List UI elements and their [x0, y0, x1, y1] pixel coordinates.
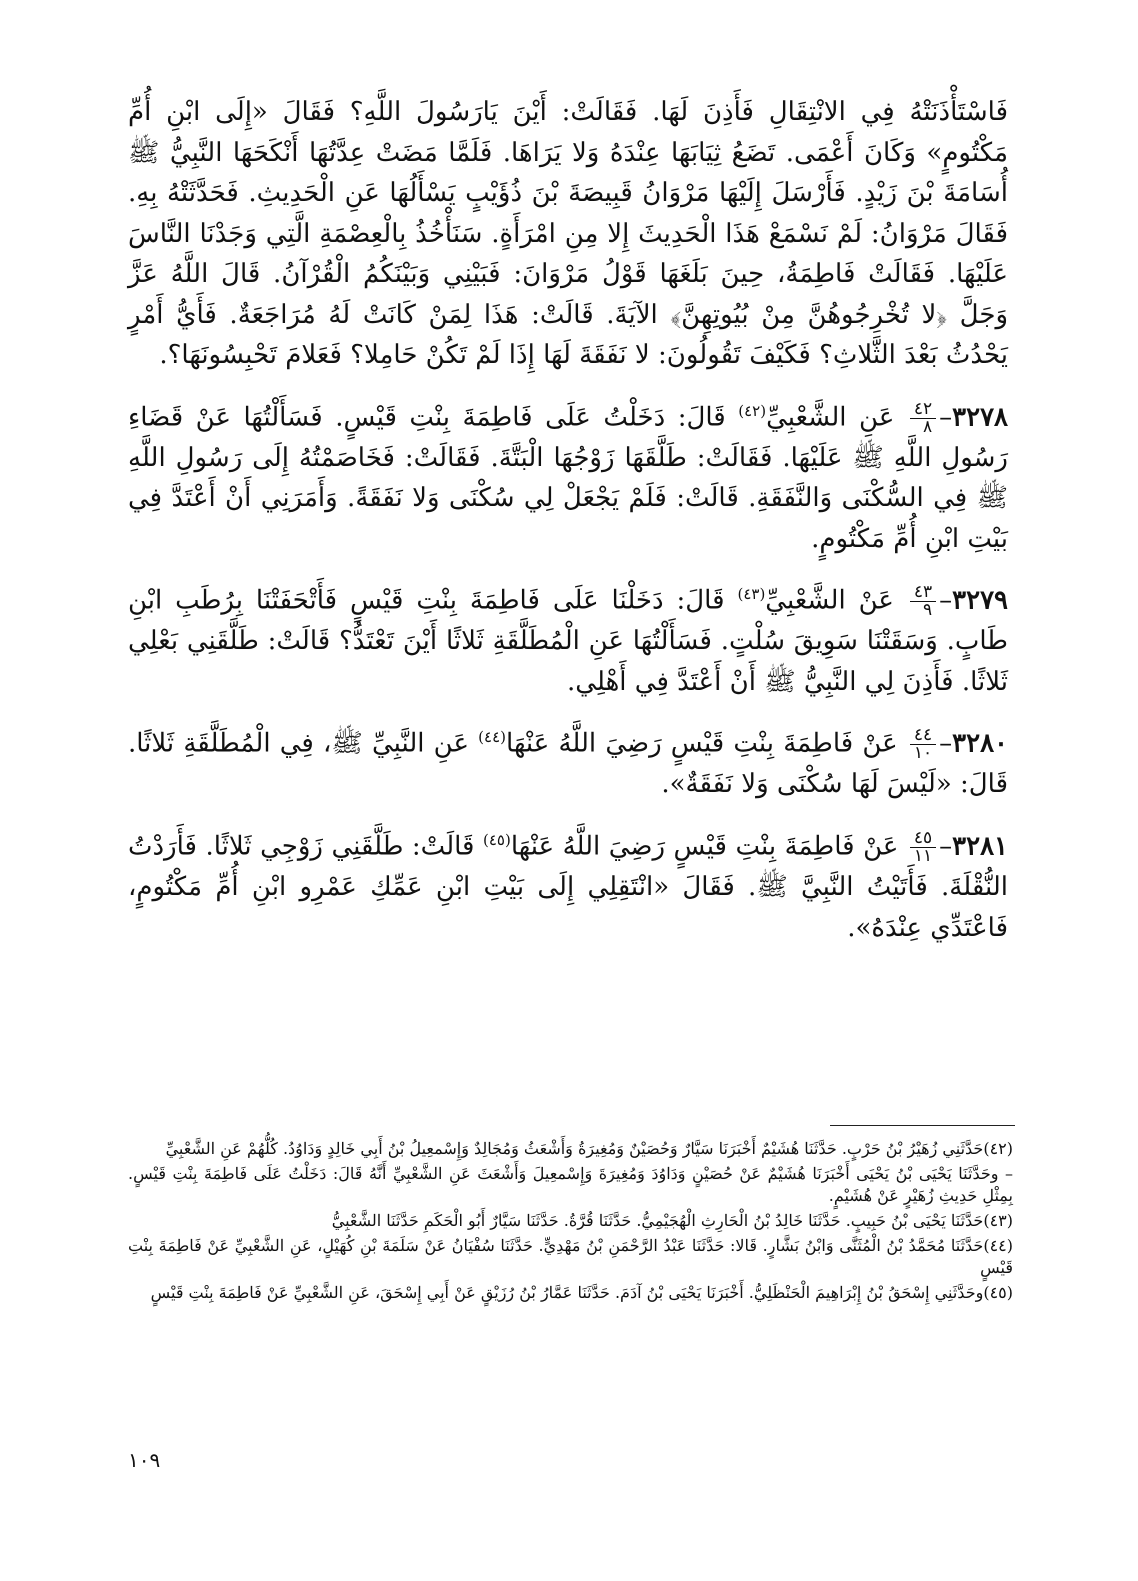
hadith-3280: ٣٢٨٠– $\frac{٤٤}{١٠}$ عَنْ فَاطِمَةَ بِنْتِ قَيْسٍ رَضِيَ اللَّهُ عَنْهَا$^{(٤٤)}$ عَنِ النَّبِيِّ ﷺ، فِي الْمُطَلَّقَةِ ثَلاثًا. قَالَ: «لَيْسَ لَهَا سُكْنَى وَلا نَفَقَةٌ». [128, 725, 1009, 800]
fraction-top: ٤٥ [910, 830, 936, 848]
hadith-3279: ٣٢٧٩– $\frac{٤٣}{٩}$ عَنْ الشَّعْبِيِّ$^{(٤٣)}$ قَالَ: دَخَلْنَا عَلَى فَاطِمَةَ بِنْتِ قَيْسٍ فَأَتْحَفَتْنَا بِرُطَبِ ابْنِ طَابٍ. وَسَقَتْنَا سَوِيقَ سُلْتٍ. فَسَأَلْتُهَا عَنِ الْمُطَلَّقَةِ ثَلاثًا أَيْنَ تَعْتَدُّ؟ قَالَتْ: طَلَّقَنِي بَعْلِي ثَلاثًا. فَأَذِنَ لِي النَّبِيُّ ﷺ أَنْ أَعْتَدَّ فِي أَهْلِي. [128, 582, 1008, 697]
cross-reference-fraction [910, 584, 936, 619]
intro-paragraph: فَاسْتَأْذَنَتْهُ فِي الانْتِقَالِ فَأَذِنَ لَهَا. فَقَالَتْ: أَيْنَ يَارَسُولَ اللَّهِ؟ فَقَالَ «إِلَى ابْنِ أُمِّ مَكْتُومٍ» وَكَانَ أَعْمَى. تَضَعُ ثِيَابَهَا عِنْدَهُ وَلا يَرَاهَا. فَلَمَّا مَضَتْ عِدَّتُهَا أَنْكَحَهَا النَّبِيُّ ﷺ أُسَامَةَ بْنَ زَيْدٍ. فَأَرْسَلَ إِلَيْهَا مَرْوَانُ قَبِيصَةَ بْنَ ذُؤَيْبٍ يَسْأَلُهَا عَنِ الْحَدِيثِ. فَحَدَّثَتْهُ بِهِ. فَقَالَ مَرْوَانُ: لَمْ نَسْمَعْ هَذَا الْحَدِيثَ إِلا مِنِ امْرَأَةٍ. سَنَأْخُذُ بِالْعِصْمَةِ الَّتِي وَجَدْنَا النَّاسَ عَلَيْهَا. فَقَالَتْ فَاطِمَةُ، حِينَ بَلَغَهَا قَوْلُ مَرْوَانَ: فَبَيْنِي وَبَيْنَكُمُ الْقُرْآنُ. قَالَ اللَّهُ عَزَّ وَجَلَّ ﴿لا تُخْرِجُوهُنَّ مِنْ بُيُوتِهِنَّ﴾ الآيَةَ. قَالَتْ: هَذَا لِمَنْ كَانَتْ لَهُ مُرَاجَعَةٌ. فَأَيُّ أَمْرٍ يَحْدُثُ بَعْدَ الثَّلاثِ؟ فَكَيْفَ تَقُولُونَ: لا نَفَقَةَ لَهَا إِذَا لَمْ تَكُنْ حَامِلا؟ فَعَلامَ تَحْبِسُونَهَا؟. [128, 97, 1008, 370]
hadith-text: قَالَ: دَخَلْتُ عَلَى فَاطِمَةَ بِنْتِ قَيْسٍ. فَسَأَلْتُهَا عَنْ قَضَاءِ رَسُولِ اللَّهِ ﷺ عَلَيْهَا. فَقَالَتْ: طَلَّقَهَا زَوْجُهَا الْبَتَّةَ. فَقَالَتْ: فَخَاصَمْتُهُ إِلَى رَسُولِ اللَّهِ ﷺ فِي السُّكْنَى وَالنَّفَقَةِ. قَالَتْ: فَلَمْ يَجْعَلْ لِي سُكْنَى وَلا نَفَقَةً. وَأَمَرَنِي أَنْ أَعْتَدَّ فِي بَيْتِ ابْنِ أُمِّ مَكْتُومٍ. [128, 402, 1008, 554]
footnote-44: (٤٤)حَدَّثَنَا مُحَمَّدُ بْنُ الْمُثَنَّى وَابْنُ بَشَّارٍ. قَالا: حَدَّثَنَا عَبْدُ الرَّحْمَنِ بْنُ مَهْدِيٍّ. حَدَّثَنَا سُفْيَانُ عَنْ سَلَمَةَ بْنِ كُهَيْلٍ، عَنِ الشَّعْبِيِّ عَنْ فَاطِمَةَ بِنْتِ قَيْسٍ [128, 1236, 1013, 1277]
fraction-bottom: ٨ [923, 416, 933, 437]
footnote-42-continuation: – وحَدَّثَنَا يَحْيَى بْنُ يَحْيَى أَخْبَرَنَا هُشَيْمٌ عَنْ حُصَيْنٍ وَدَاوُدَ وَمُغِيرَةَ وَإِسْمعِيلَ وَأَشْعَثَ عَنِ الشَّعْبِيِّ أَنَّهُ قَالَ: دَخَلْتُ عَلَى فَاطِمَةَ بِنْتِ قَيْسٍ. بِمِثْلِ حَدِيثِ زُهَيْرٍ عَنْ هُشَيْمٍ. [128, 1164, 1014, 1205]
hadith-text: قَالَ: دَخَلْنَا عَلَى فَاطِمَةَ بِنْتِ قَيْسٍ فَأَتْحَفَتْنَا بِرُطَبِ ابْنِ طَابٍ. وَسَقَتْنَا سَوِيقَ سُلْتٍ. فَسَأَلْتُهَا عَنِ الْمُطَلَّقَةِ ثَلاثًا أَيْنَ تَعْتَدُّ؟ قَالَتْ: طَلَّقَنِي بَعْلِي ثَلاثًا. فَأَذِنَ لِي النَّبِيُّ ﷺ أَنْ أَعْتَدَّ فِي أَهْلِي. [128, 585, 1008, 697]
fraction-bottom: ١١ [913, 846, 933, 867]
hadith-number: ٣٢٨٠ [952, 728, 1009, 759]
footnote-ref: (٤٥) [482, 830, 511, 849]
hadith-3281: ٣٢٨١– $\frac{٤٥}{١١}$ عَنْ فَاطِمَةَ بِنْتِ قَيْسٍ رَضِيَ اللَّهُ عَنْهَا$^{(٤٥)}$ قَالَتْ: طَلَّقَنِي زَوْجِي ثَلاثًا. فَأَرَدْتُ النُّقْلَةَ. فَأَتَيْتُ النَّبِيَّ ﷺ. فَقَالَ «انْتَقِلِي إِلَى بَيْتِ ابْنِ عَمِّكِ عَمْرِو ابْنِ أُمِّ مَكْتُومٍ، فَاعْتَدِّي عِنْدَهُ». [128, 828, 1009, 943]
page-number: ١٠٩ [128, 1448, 161, 1472]
hadith-number: ٣٢٧٨ [952, 402, 1008, 433]
footnotes [128, 1138, 1013, 1307]
cross-reference-fraction [910, 727, 936, 762]
hadith-number: ٣٢٧٩ [952, 585, 1008, 616]
hadith-text: قَالَتْ: طَلَّقَنِي زَوْجِي ثَلاثًا. فَأَرَدْتُ النُّقْلَةَ. فَأَتَيْتُ النَّبِيَّ ﷺ. فَقَالَ «انْتَقِلِي إِلَى بَيْتِ ابْنِ عَمِّكِ عَمْرِو ابْنِ أُمِّ مَكْتُومٍ، فَاعْتَدِّي عِنْدَهُ». [128, 831, 1008, 943]
cross-reference-fraction [910, 830, 936, 865]
footnote-ref: (٤٣) [737, 585, 766, 604]
fraction-top: ٤٣ [910, 584, 936, 602]
narrator: عَنْ فَاطِمَةَ بِنْتِ قَيْسٍ رَضِيَ اللَّهُ عَنْهَا [506, 728, 898, 759]
hadith-3278: ٣٢٧٨– $\frac{٤٢}{٨}$ عَنِ الشَّعْبِيِّ$^{(٤٢)}$ قَالَ: دَخَلْتُ عَلَى فَاطِمَةَ بِنْتِ قَيْسٍ. فَسَأَلْتُهَا عَنْ قَضَاءِ رَسُولِ اللَّهِ ﷺ عَلَيْهَا. فَقَالَتْ: طَلَّقَهَا زَوْجُهَا الْبَتَّةَ. فَقَالَتْ: فَخَاصَمْتُهُ إِلَى رَسُولِ اللَّهِ ﷺ فِي السُّكْنَى وَالنَّفَقَةِ. قَالَتْ: فَلَمْ يَجْعَلْ لِي سُكْنَى وَلا نَفَقَةً. وَأَمَرَنِي أَنْ أَعْتَدَّ فِي بَيْتِ ابْنِ أُمِّ مَكْتُومٍ. [128, 398, 1008, 554]
footnote-divider [830, 1125, 1015, 1126]
footnote-45: (٤٥)وحَدَّثَنِي إِسْحَقُ بْنُ إِبْرَاهِيمَ الْحَنْظَلِيُّ. أَخْبَرَنَا يَحْيَى بْنُ آدَمَ. حَدَّثَنَا عَمَّارُ بْنُ رُزَيْقٍ عَنْ أَبِي إِسْحَقَ، عَنِ الشَّعْبِيِّ عَنْ فَاطِمَةَ بِنْتِ قَيْسٍ [150, 1283, 1013, 1302]
narrator: عَنِ الشَّعْبِيِّ [766, 402, 895, 433]
fraction-bottom: ٩ [923, 600, 933, 621]
narrator: عَنْ فَاطِمَةَ بِنْتِ قَيْسٍ رَضِيَ اللَّهُ عَنْهَا [510, 831, 899, 862]
fraction-top: ٤٤ [910, 727, 936, 745]
cross-reference-fraction [910, 398, 936, 437]
fraction-bottom: ١٠ [913, 743, 933, 764]
fraction-top: ٤٢ [910, 401, 936, 419]
main-text [128, 92, 1008, 963]
hadith-number: ٣٢٨١ [952, 831, 1009, 862]
hadith-text: عَنِ النَّبِيِّ ﷺ، فِي الْمُطَلَّقَةِ ثَلاثًا. قَالَ: «لَيْسَ لَهَا سُكْنَى وَلا نَفَقَةٌ». [128, 728, 1008, 800]
footnote-43: (٤٣)حَدَّثَنَا يَحْيَى بْنُ حَبِيبٍ. حَدَّثَنَا خَالِدُ بْنُ الْحَارِثِ الْهُجَيْمِيُّ. حَدَّثَنَا قُرَّةُ. حَدَّثَنَا سَيَّارٌ أَبُو الْحَكَمِ حَدَّثَنَا الشَّعْبِيُّ [331, 1211, 1013, 1230]
footnote-42: (٤٢)حَدَّثَنِي زُهَيْرُ بْنُ حَرْبٍ. حَدَّثَنَا هُشَيْمٌ أَخْبَرَنَا سَيَّارٌ وَحُصَيْنٌ وَمُغِيرَةُ وَأَشْعَثُ وَمُجَالِدٌ وَإِسْمعِيلُ بْنُ أَبِي خَالِدٍ وَدَاوُدُ. كُلُّهُمْ عَنِ الشَّعْبِيِّ [165, 1139, 1013, 1158]
footnote-ref: (٤٤) [478, 728, 507, 747]
narrator: عَنْ الشَّعْبِيِّ [765, 585, 894, 616]
footnote-ref: (٤٢) [738, 401, 767, 420]
